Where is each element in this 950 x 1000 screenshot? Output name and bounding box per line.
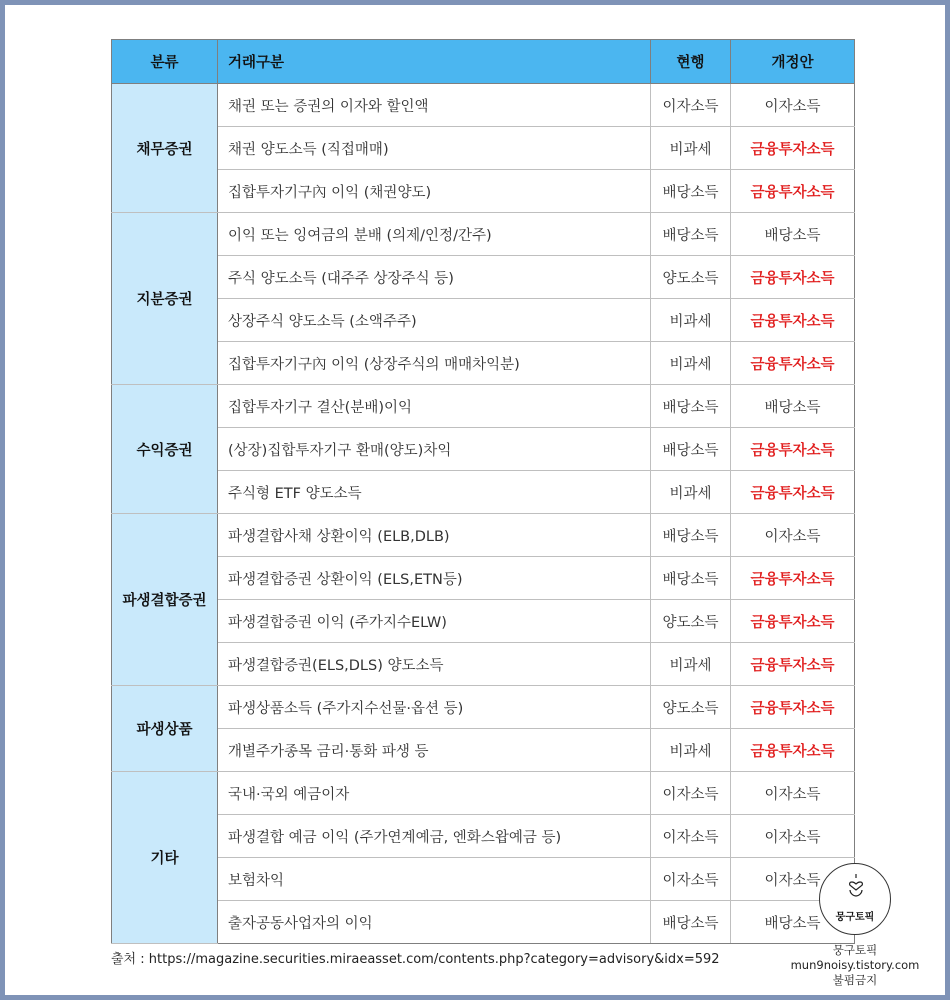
current-tax-cell: 비과세 bbox=[651, 127, 731, 170]
table-row bbox=[112, 213, 855, 256]
transaction-cell: 집합투자기구內 이익 (상장주식의 매매차익분) bbox=[218, 342, 651, 385]
current-tax-cell: 이자소득 bbox=[651, 772, 731, 815]
current-tax-cell: 양도소득 bbox=[651, 686, 731, 729]
current-tax-cell: 비과세 bbox=[651, 299, 731, 342]
proposed-tax-cell: 금융투자소득 bbox=[731, 600, 855, 643]
proposed-tax-cell: 금융투자소득 bbox=[731, 729, 855, 772]
transaction-cell: 상장주식 양도소득 (소액주주) bbox=[218, 299, 651, 342]
category-cell: 지분증권 bbox=[112, 213, 218, 385]
watermark-badge bbox=[819, 863, 891, 935]
table-body bbox=[112, 84, 855, 944]
proposed-tax-cell: 금융투자소득 bbox=[731, 643, 855, 686]
watermark-badge-text: 뭉구토픽 bbox=[835, 912, 875, 923]
proposed-tax-cell: 이자소득 bbox=[731, 815, 855, 858]
watermark-url: mun9noisy.tistory.com bbox=[790, 958, 920, 972]
category-cell: 파생상품 bbox=[112, 686, 218, 772]
transaction-cell: 파생결합사채 상환이익 (ELB,DLB) bbox=[218, 514, 651, 557]
proposed-tax-cell: 금융투자소득 bbox=[731, 342, 855, 385]
proposed-tax-cell: 금융투자소득 bbox=[731, 557, 855, 600]
proposed-tax-cell: 이자소득 bbox=[731, 84, 855, 127]
table-row bbox=[112, 342, 855, 385]
category-cell: 파생결합증권 bbox=[112, 514, 218, 686]
table-row bbox=[112, 84, 855, 127]
header-current: 현행 bbox=[651, 40, 731, 84]
table-row bbox=[112, 729, 855, 772]
current-tax-cell: 이자소득 bbox=[651, 815, 731, 858]
proposed-tax-cell: 이자소득 bbox=[731, 772, 855, 815]
table-row bbox=[112, 772, 855, 815]
hand-heart-icon bbox=[845, 873, 867, 897]
transaction-cell: 보험차익 bbox=[218, 858, 651, 901]
current-tax-cell: 비과세 bbox=[651, 471, 731, 514]
transaction-cell: 파생상품소득 (주가지수선물·옵션 등) bbox=[218, 686, 651, 729]
transaction-cell: 주식형 ETF 양도소득 bbox=[218, 471, 651, 514]
current-tax-cell: 배당소득 bbox=[651, 428, 731, 471]
category-cell: 수익증권 bbox=[112, 385, 218, 514]
tax-classification-table bbox=[111, 39, 855, 944]
table-row bbox=[112, 170, 855, 213]
transaction-cell: 파생결합 예금 이익 (주가연계예금, 엔화스왑예금 등) bbox=[218, 815, 651, 858]
table-row bbox=[112, 514, 855, 557]
proposed-tax-cell: 배당소득 bbox=[731, 901, 855, 944]
transaction-cell: 채권 양도소득 (직접매매) bbox=[218, 127, 651, 170]
header-category: 분류 bbox=[112, 40, 218, 84]
table-row bbox=[112, 901, 855, 944]
current-tax-cell: 배당소득 bbox=[651, 170, 731, 213]
transaction-cell: 이익 또는 잉여금의 분배 (의제/인정/간주) bbox=[218, 213, 651, 256]
current-tax-cell: 양도소득 bbox=[651, 256, 731, 299]
table-header-row bbox=[112, 40, 855, 84]
table-row bbox=[112, 643, 855, 686]
transaction-cell: (상장)집합투자기구 환매(양도)차익 bbox=[218, 428, 651, 471]
proposed-tax-cell: 금융투자소득 bbox=[731, 256, 855, 299]
transaction-cell: 채권 또는 증권의 이자와 할인액 bbox=[218, 84, 651, 127]
transaction-cell: 집합투자기구 결산(분배)이익 bbox=[218, 385, 651, 428]
source-citation: 출처 : https://magazine.securities.miraeasset.com/contents.php?category=advisory&idx=592 bbox=[111, 952, 720, 967]
transaction-cell: 주식 양도소득 (대주주 상장주식 등) bbox=[218, 256, 651, 299]
watermark-brand-name: 뭉구토픽 bbox=[832, 943, 878, 957]
watermark-notice: 불펌금지 bbox=[832, 973, 878, 987]
transaction-cell: 파생결합증권(ELS,DLS) 양도소득 bbox=[218, 643, 651, 686]
transaction-cell: 파생결합증권 이익 (주가지수ELW) bbox=[218, 600, 651, 643]
proposed-tax-cell: 이자소득 bbox=[731, 858, 855, 901]
table-row bbox=[112, 471, 855, 514]
current-tax-cell: 이자소득 bbox=[651, 858, 731, 901]
proposed-tax-cell: 이자소득 bbox=[731, 514, 855, 557]
transaction-cell: 집합투자기구內 이익 (채권양도) bbox=[218, 170, 651, 213]
table-row bbox=[112, 256, 855, 299]
table-row bbox=[112, 299, 855, 342]
current-tax-cell: 비과세 bbox=[651, 643, 731, 686]
transaction-cell: 출자공동사업자의 이익 bbox=[218, 901, 651, 944]
table-row bbox=[112, 815, 855, 858]
proposed-tax-cell: 금융투자소득 bbox=[731, 299, 855, 342]
current-tax-cell: 배당소득 bbox=[651, 557, 731, 600]
proposed-tax-cell: 금융투자소득 bbox=[731, 170, 855, 213]
table-row bbox=[112, 858, 855, 901]
proposed-tax-cell: 금융투자소득 bbox=[731, 686, 855, 729]
proposed-tax-cell: 배당소득 bbox=[731, 213, 855, 256]
table-row bbox=[112, 428, 855, 471]
transaction-cell: 국내·국외 예금이자 bbox=[218, 772, 651, 815]
watermark-brand bbox=[775, 943, 935, 988]
transaction-cell: 개별주가종목 금리·통화 파생 등 bbox=[218, 729, 651, 772]
current-tax-cell: 양도소득 bbox=[651, 600, 731, 643]
proposed-tax-cell: 금융투자소득 bbox=[731, 471, 855, 514]
header-proposed: 개정안 bbox=[731, 40, 855, 84]
current-tax-cell: 배당소득 bbox=[651, 385, 731, 428]
table-row bbox=[112, 557, 855, 600]
proposed-tax-cell: 금융투자소득 bbox=[731, 428, 855, 471]
proposed-tax-cell: 금융투자소득 bbox=[731, 127, 855, 170]
table-row bbox=[112, 385, 855, 428]
current-tax-cell: 비과세 bbox=[651, 342, 731, 385]
proposed-tax-cell: 배당소득 bbox=[731, 385, 855, 428]
current-tax-cell: 이자소득 bbox=[651, 84, 731, 127]
table-row bbox=[112, 600, 855, 643]
table-row bbox=[112, 127, 855, 170]
current-tax-cell: 비과세 bbox=[651, 729, 731, 772]
header-transaction: 거래구분 bbox=[218, 40, 651, 84]
category-cell: 채무증권 bbox=[112, 84, 218, 213]
transaction-cell: 파생결합증권 상환이익 (ELS,ETN등) bbox=[218, 557, 651, 600]
current-tax-cell: 배당소득 bbox=[651, 213, 731, 256]
category-cell: 기타 bbox=[112, 772, 218, 944]
current-tax-cell: 배당소득 bbox=[651, 514, 731, 557]
current-tax-cell: 배당소득 bbox=[651, 901, 731, 944]
table-row bbox=[112, 686, 855, 729]
